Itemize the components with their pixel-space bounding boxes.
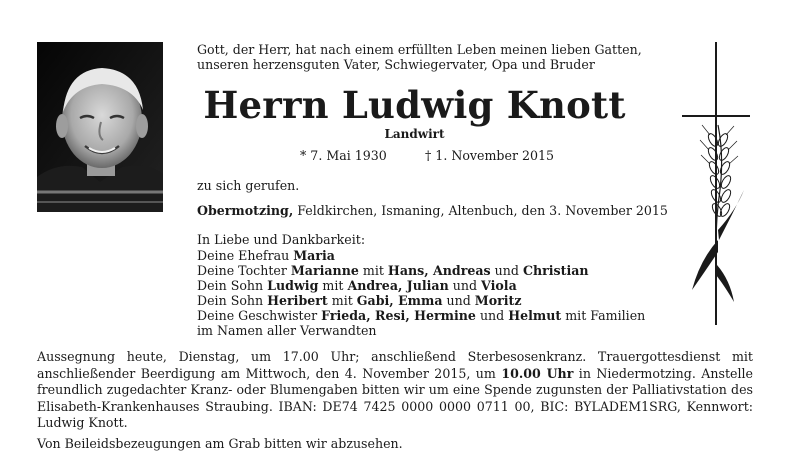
mourner-name: Frieda, Resi, Hermine [321, 308, 476, 323]
mourner-name: Moritz [474, 293, 522, 308]
mourner-text: Dein Sohn [197, 278, 268, 293]
cross-with-wheat-icon [680, 40, 752, 330]
mourner-text: Dein Sohn [197, 293, 268, 308]
mourner-name: Marianne [290, 263, 359, 278]
death-date: † 1. November 2015 [425, 148, 555, 163]
mourner-text: Deine Tochter [197, 263, 291, 278]
mourner-name: Maria [293, 248, 335, 263]
mourners-heading: In Liebe und Dankbarkeit: [197, 232, 366, 247]
mourner-name: Heribert [267, 293, 328, 308]
place-date-line [197, 203, 668, 218]
intro-line-1: Gott, der Herr, hat nach einem erfüllten Leben meinen lieben Gatten, [197, 42, 642, 57]
mourner-text: und [448, 278, 482, 293]
mourner-text: mit [327, 293, 357, 308]
mourner-text: Deine Ehefrau [197, 248, 294, 263]
place-rest: Feldkirchen, Ismaning, Altenbuch, den 3. November 2015 [293, 203, 668, 218]
mourner-name: Christian [522, 263, 589, 278]
portrait-photo [37, 42, 163, 212]
service-text-1: Aussegnung heute, Dienstag, um 17.00 Uhr; anschließend Sterbesosenkranz. Trauergottesdienst mit anschließender Beerdigung am Mittwoch, den 4. November 2015, um [37, 349, 753, 381]
closing-request: Von Beileidsbezeugungen am Grab bitten wir abzusehen. [37, 435, 403, 451]
mourner-name: Ludwig [267, 278, 319, 293]
place-bold: Obermotzing, [197, 203, 294, 218]
mourner-name: Gabi, Emma [356, 293, 443, 308]
mourner-line-relatives: im Namen aller Verwandten [197, 323, 377, 338]
mourner-text: und [442, 293, 475, 308]
mourner-name: Hans, Andreas [387, 263, 491, 278]
service-time: 10.00 Uhr [501, 365, 574, 381]
mourner-text: und [475, 308, 509, 323]
birth-date: * 7. Mai 1930 [300, 148, 387, 163]
service-text-2: in Niedermotzing. Anstelle freundlich zugedachter Kranz- oder Blumengaben bitten wir um eine Spende zugunsten der Palliativstation des Elisabeth-Krankenhauses Straubing. IBAN: DE74 7425 0000 0000 0711 00, BIC: BYLADEM1SRG, Kennwort: Ludwig Knott. [37, 365, 753, 430]
mourner-text: mit [318, 278, 348, 293]
mourner-line-wife [197, 248, 335, 263]
mourner-text: und [490, 263, 523, 278]
mourner-text: Deine Geschwister [197, 308, 322, 323]
called-text: zu sich gerufen. [197, 178, 300, 193]
deceased-occupation: Landwirt [384, 127, 445, 141]
mourner-line-son-heribert [197, 293, 522, 308]
mourner-name: Viola [481, 278, 517, 293]
mourner-name: Andrea, Julian [347, 278, 449, 293]
deceased-name: Herrn Ludwig Knott [203, 83, 626, 127]
service-details [37, 349, 753, 432]
mourner-line-daughter [197, 263, 589, 278]
mourner-text: mit Familien [561, 308, 646, 323]
mourner-line-siblings [197, 308, 645, 323]
mourner-line-son-ludwig [197, 278, 517, 293]
service-notice [37, 349, 753, 452]
mourner-name: Helmut [508, 308, 562, 323]
intro-line-2: unseren herzensguten Vater, Schwiegervater, Opa und Bruder [197, 57, 595, 72]
mourner-text: mit [358, 263, 388, 278]
